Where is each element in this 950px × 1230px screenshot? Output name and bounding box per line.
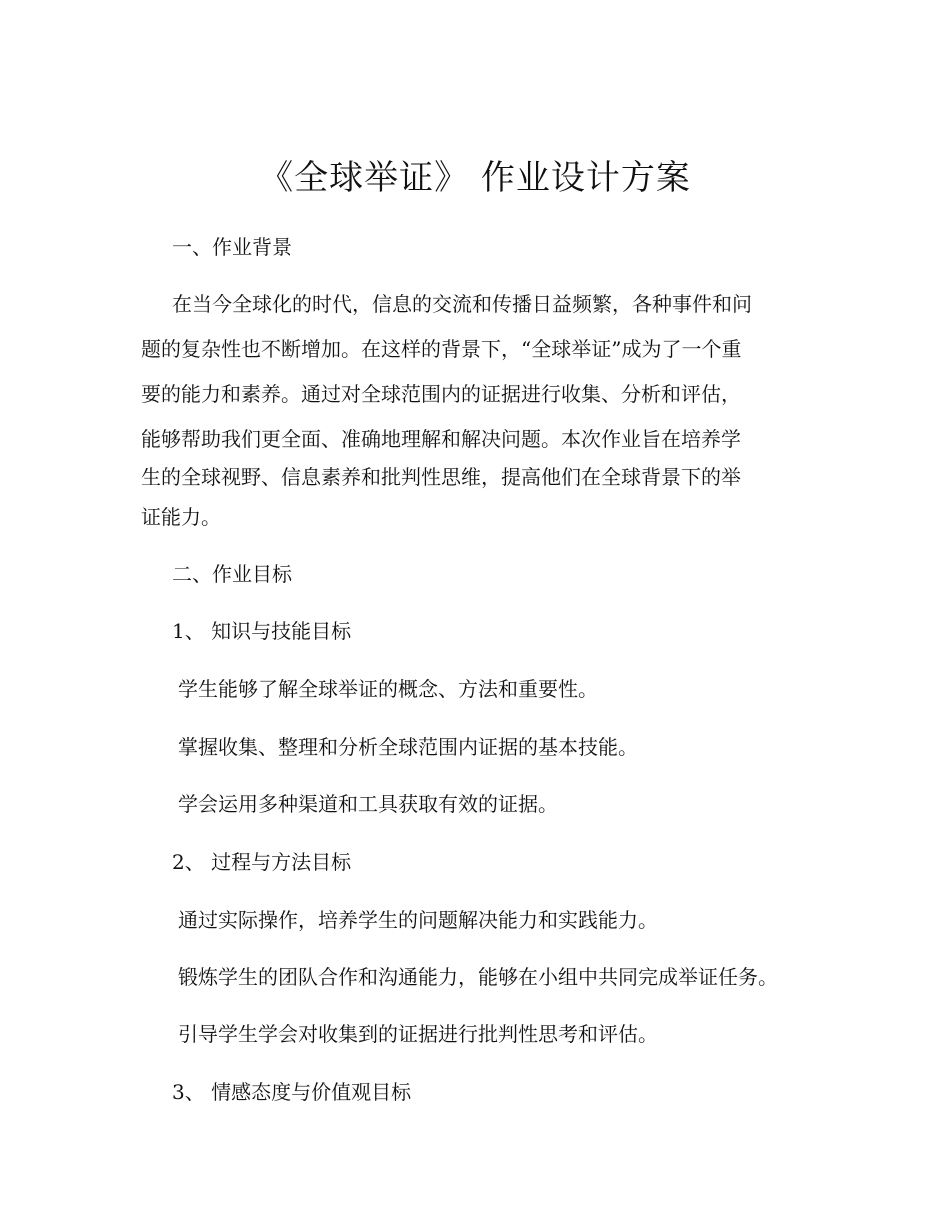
goal-item: 学生能够了解全球举证的概念、方法和重要性。: [178, 677, 598, 701]
goal-heading-knowledge: 1、 知识与技能目标: [172, 619, 352, 643]
goal-item: 通过实际操作，培养学生的问题解决能力和实践能力。: [178, 908, 658, 932]
goal-heading-process: 2、 过程与方法目标: [172, 850, 352, 874]
paragraph-line: 要的能力和素养。通过对全球范围内的证据进行收集、分析和评估，: [141, 382, 741, 406]
goal-heading-values: 3、 情感态度与价值观目标: [172, 1080, 412, 1104]
paragraph-line: 生的全球视野、信息素养和批判性思维，提高他们在全球背景下的举: [141, 465, 741, 489]
paragraph-line: 题的复杂性也不断增加。在这样的背景下，“全球举证”成为了一个重: [141, 337, 742, 361]
goal-item: 锻炼学生的团队合作和沟通能力，能够在小组中共同完成举证任务。: [178, 965, 778, 989]
goal-item: 引导学生学会对收集到的证据进行批判性思考和评估。: [178, 1022, 658, 1046]
section-heading-background: 一、作业背景: [172, 235, 292, 259]
paragraph-line: 能够帮助我们更全面、准确地理解和解决问题。本次作业旨在培养学: [141, 427, 741, 451]
goal-item: 学会运用多种渠道和工具获取有效的证据。: [178, 792, 558, 816]
paragraph-line: 证能力。: [141, 505, 221, 529]
document-title: 《全球举证》 作业设计方案: [259, 158, 691, 198]
section-heading-goals: 二、作业目标: [172, 562, 292, 586]
paragraph-line: 在当今全球化的时代，信息的交流和传播日益频繁，各种事件和问: [172, 292, 752, 316]
goal-item: 掌握收集、整理和分析全球范围内证据的基本技能。: [178, 735, 638, 759]
